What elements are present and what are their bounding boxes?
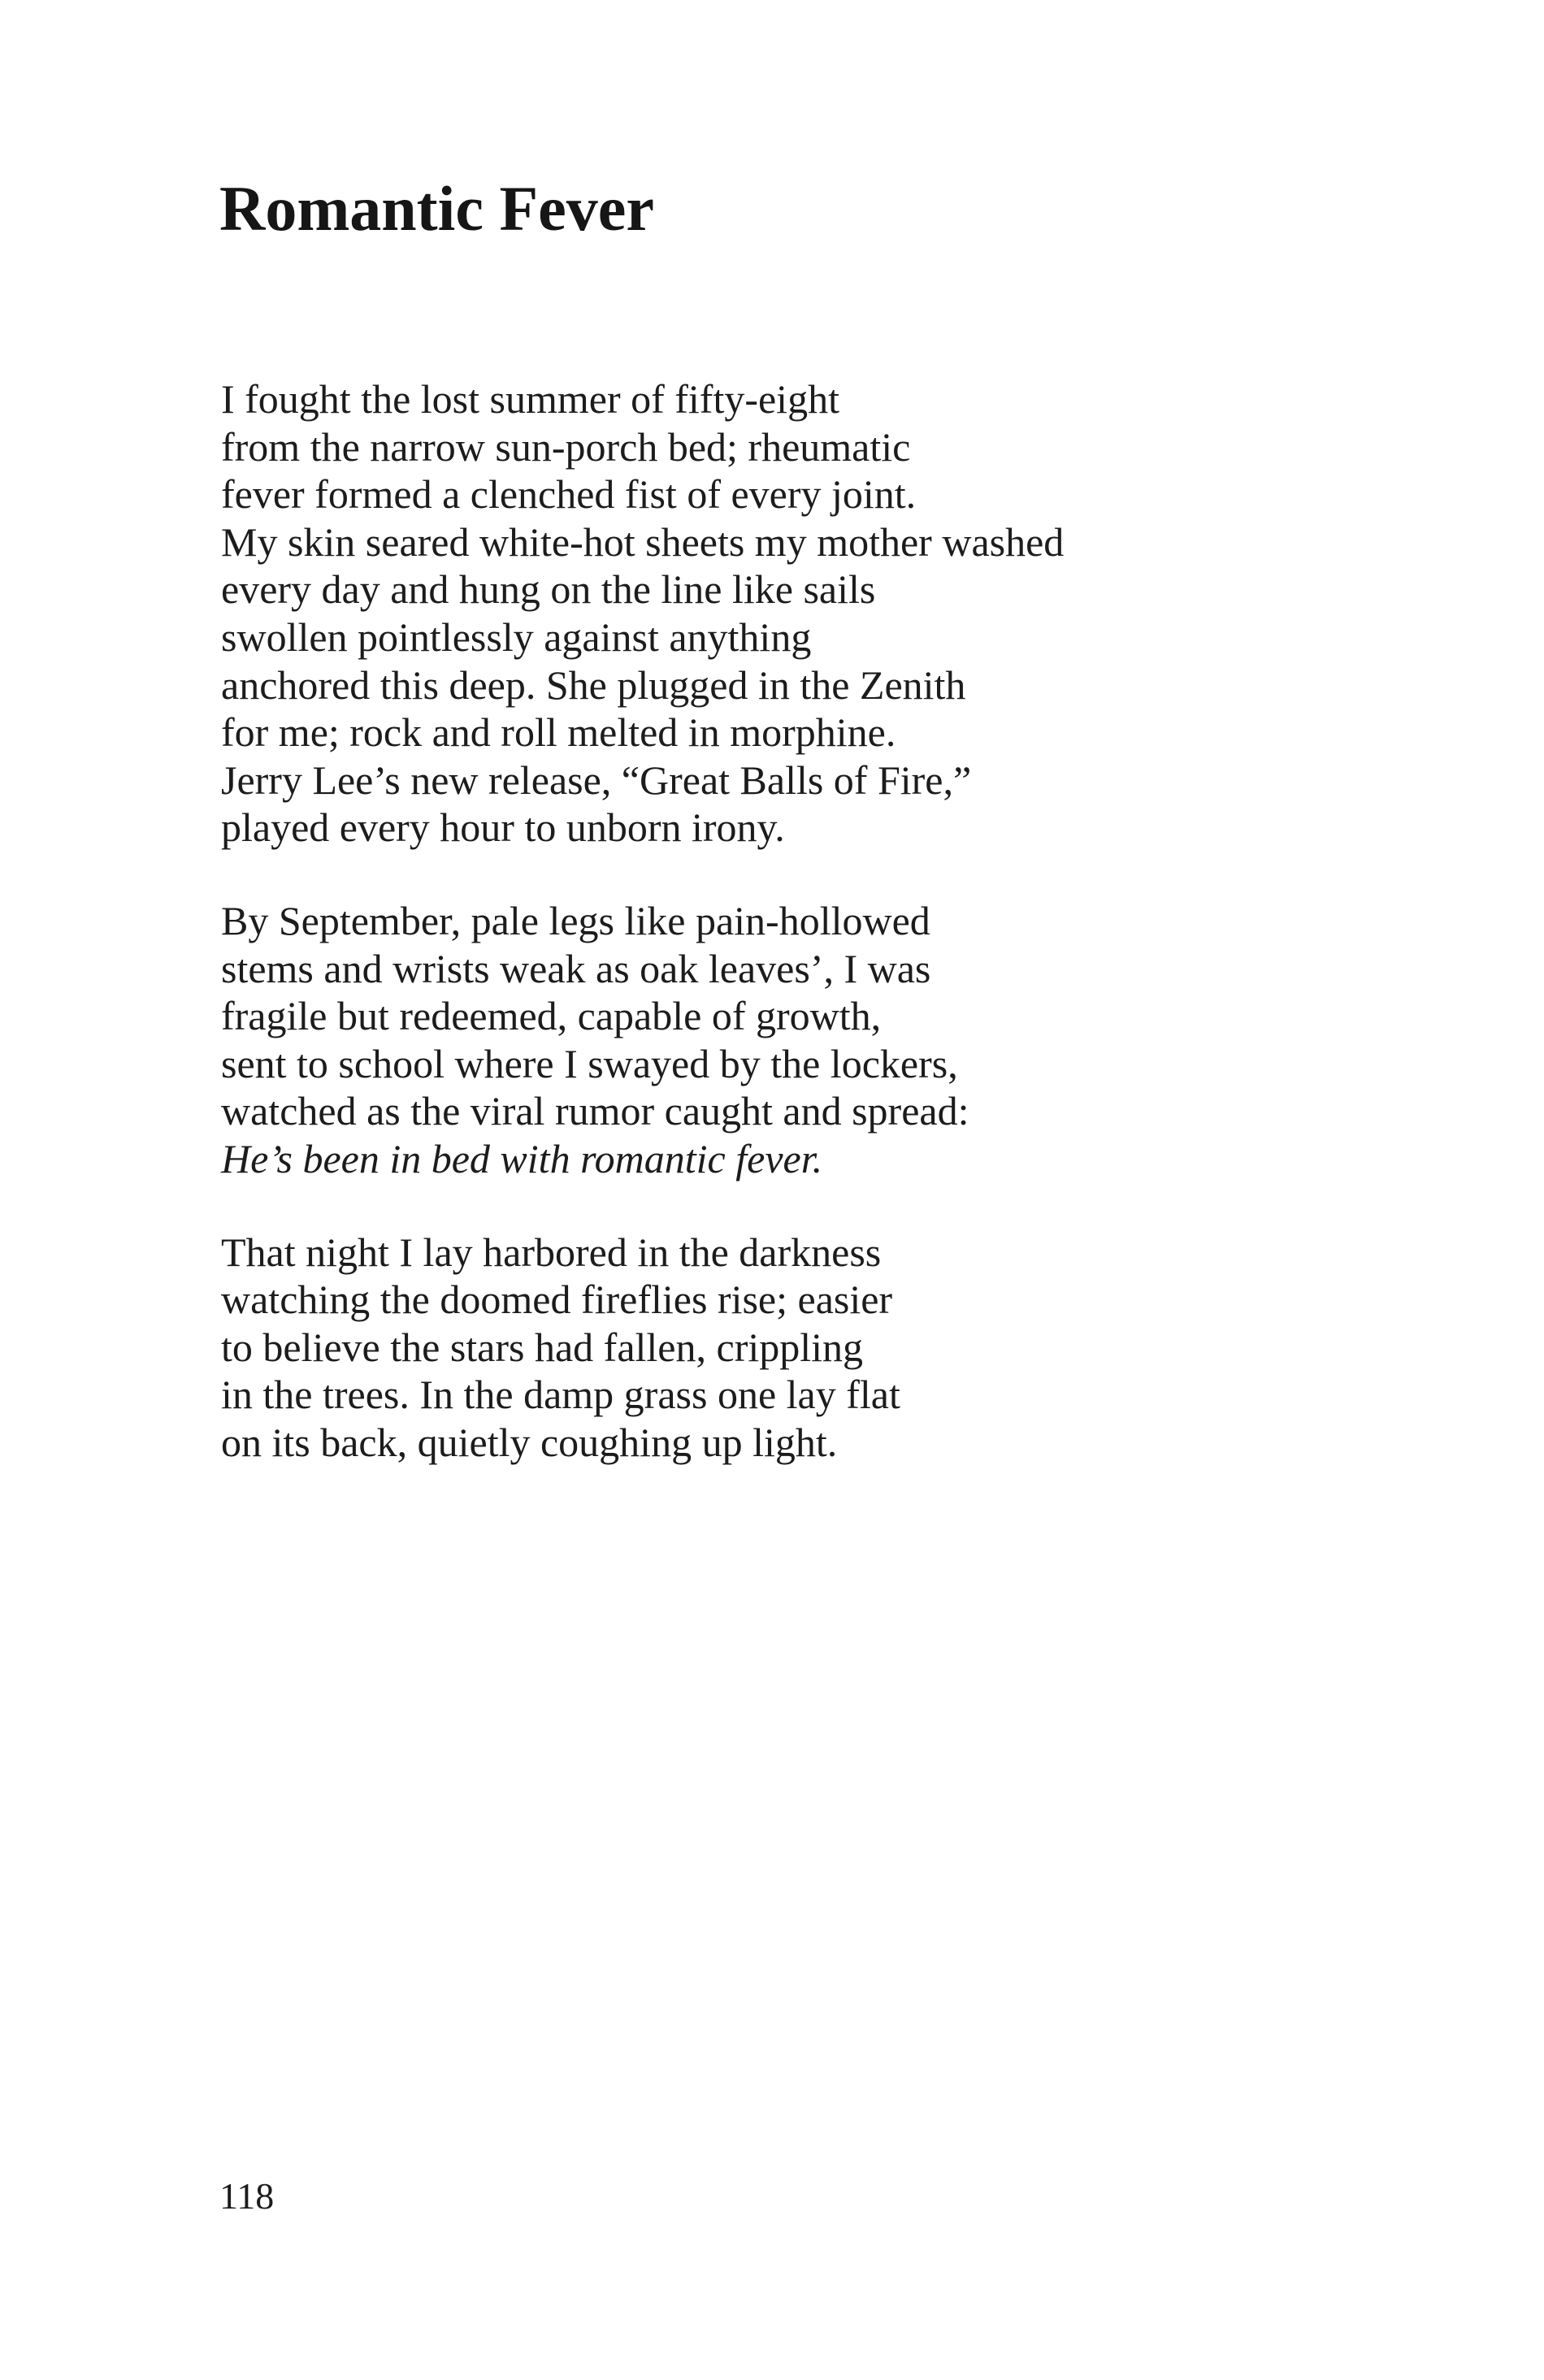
poem-line: anchored this deep. She plugged in the Zenith: [221, 661, 966, 708]
poem-line: for me; rock and roll melted in morphine.: [221, 709, 896, 756]
poem-line: fever formed a clenched fist of every joint.: [221, 471, 917, 518]
stanza-1: [221, 375, 1359, 852]
poem-line: in the trees. In the damp grass one lay flat: [221, 1372, 900, 1418]
poem-body: [221, 375, 1359, 1514]
poem-line: on its back, quietly coughing up light.: [221, 1419, 838, 1465]
poem-line: swollen pointlessly against anything: [221, 613, 812, 660]
poem-line: from the narrow sun-porch bed; rheumatic: [221, 423, 911, 470]
stanza-2: [221, 897, 1359, 1183]
poem-line: to believe the stars had fallen, crippling: [221, 1324, 864, 1370]
stanza-3: [221, 1229, 1359, 1467]
poem-line: I fought the lost summer of fifty-eight: [221, 376, 839, 422]
poem-line: My skin seared white-hot sheets my mother washed: [221, 518, 1065, 565]
poem-line: played every hour to unborn irony.: [221, 804, 785, 851]
poem-line: Jerry Lee’s new release, “Great Balls of Fire,”: [221, 756, 972, 803]
poem-line-italic: He’s been in bed with romantic fever.: [221, 1135, 823, 1181]
poem-line: watched as the viral rumor caught and spread:: [221, 1088, 969, 1134]
poem-line: sent to school where I swayed by the lockers,: [221, 1040, 958, 1086]
poem-line: That night I lay harbored in the darkness: [221, 1229, 882, 1275]
poem-title: Romantic Fever: [219, 173, 654, 244]
poem-line: watching the doomed fireflies rise; easier: [221, 1277, 893, 1323]
poem-line: stems and wrists weak as oak leaves’, I was: [221, 945, 931, 991]
page-number: 118: [219, 2175, 275, 2217]
poem-line: By September, pale legs like pain-hollowed: [221, 897, 930, 943]
poem-line: every day and hung on the line like sails: [221, 566, 876, 613]
poem-line: fragile but redeemed, capable of growth,: [221, 993, 882, 1039]
